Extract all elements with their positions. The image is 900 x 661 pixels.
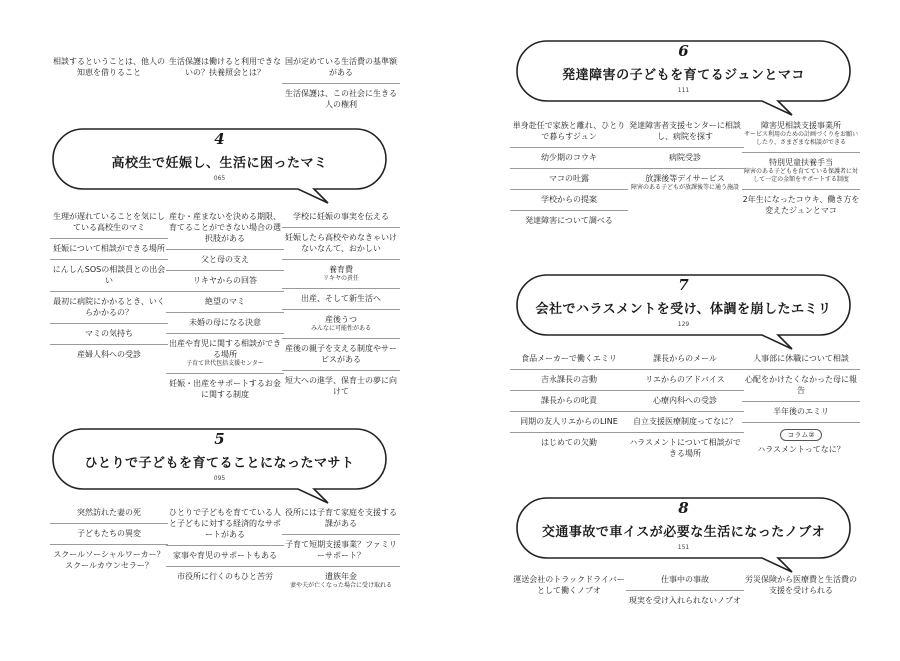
chapter-title: 交通事故で車イスが必要な生活になったノブオ: [541, 525, 826, 540]
toc-item[interactable]: ハラスメントについて相談ができる場所: [629, 438, 741, 458]
chapter-number: 7: [678, 276, 689, 294]
ch4-col-2: [166, 207, 284, 405]
ch4-col-3: [282, 207, 400, 402]
toc-item[interactable]: 相談するということは、他人の知恵を借りること: [53, 57, 165, 77]
toc-item-sub: みんなに可能性がある: [310, 325, 371, 332]
toc-item[interactable]: 産後の親子を支える制度やサービスがある: [282, 339, 400, 371]
toc-item[interactable]: 子どもたちの異変: [50, 524, 168, 545]
ch5-col-1: [50, 503, 168, 576]
toc-item[interactable]: 労災保険から医療費と生活費の支援を受けられる: [745, 575, 857, 595]
chapter-page: 151: [677, 544, 690, 551]
chapter-number: 6: [678, 42, 689, 60]
toc-item[interactable]: リキヤからの回答: [166, 271, 284, 292]
toc-item[interactable]: 現実を受け入れられないノブオ: [629, 596, 741, 605]
right-page: [450, 0, 900, 661]
toc-item[interactable]: [166, 334, 284, 374]
toc-item-sub: 障害のある子どもが放課後等に通う施設: [630, 184, 739, 191]
chapter-number: 5: [214, 430, 225, 448]
toc-item[interactable]: [282, 567, 400, 595]
toc-item[interactable]: 自立支援医療制度ってなに？: [626, 412, 744, 433]
toc-item[interactable]: 半年後のエミリ: [742, 402, 860, 423]
toc-item[interactable]: 学校に妊娠の事実を伝える: [282, 207, 400, 228]
toc-item[interactable]: 人事部に休職について相談: [742, 349, 860, 370]
column-title: ハラスメントってなに？: [757, 445, 845, 454]
toc-item[interactable]: 絶望のマミ: [166, 292, 284, 313]
chapter-page: 065: [213, 175, 226, 182]
toc-item[interactable]: 2年生になったコウキ、働き方を変えたジュンとマコ: [742, 195, 860, 215]
toc-item[interactable]: 最初に病院にかかるとき、いくらかかるの？: [50, 292, 168, 324]
toc-item[interactable]: 吉永課長の言動: [510, 370, 628, 391]
toc-item[interactable]: 課長からのメール: [626, 349, 744, 370]
toc-item[interactable]: マミの気持ち: [50, 324, 168, 345]
toc-item-label: 養育費: [329, 265, 353, 274]
chapter-6-heading[interactable]: [516, 40, 851, 102]
toc-item[interactable]: 妊娠について相談ができる場所: [50, 239, 168, 260]
toc-item[interactable]: 妊娠・出産をサポートするお金に関する制度: [169, 379, 281, 399]
chapter-title: 発達障害の子どもを育てるジュンとマコ: [562, 68, 805, 83]
toc-item-sub: 妻や夫が亡くなった場合に受け取れる: [289, 582, 392, 589]
chapter-5-heading[interactable]: [52, 428, 387, 490]
toc-item[interactable]: 発達障害について調べる: [525, 216, 613, 225]
toc-item-sub: 障害のある子どもを育てている保護者に対して一定の金額をサポートする制度: [743, 168, 858, 183]
ch7-col-2: [626, 349, 744, 464]
toc-item[interactable]: にんしんSOSの相談員との出会い: [50, 260, 168, 292]
top-col-3: [282, 52, 400, 115]
chapter-7-heading[interactable]: [516, 274, 851, 336]
ch4-col-1: [50, 207, 168, 365]
toc-item[interactable]: 発達障害者支援センターに相談し、病院を探す: [626, 116, 744, 148]
toc-item[interactable]: 仕事中の事故: [626, 570, 744, 591]
toc-item[interactable]: 市役所に行くのもひと苦労: [177, 572, 273, 581]
toc-item-label: 障害児相談支援事業所: [761, 121, 841, 130]
toc-item[interactable]: 妊娠したら高校やめなきゃいけないなんて、おかしい: [282, 228, 400, 260]
toc-item[interactable]: 父と母の支え: [166, 250, 284, 271]
toc-item[interactable]: 病院受診: [626, 148, 744, 169]
toc-item[interactable]: リエからのアドバイス: [626, 370, 744, 391]
column-item[interactable]: [742, 423, 860, 460]
toc-item[interactable]: 突然訪れた妻の死: [50, 503, 168, 524]
toc-item-label: 放課後等デイサービス: [645, 174, 725, 183]
toc-item-label: 産後うつ: [325, 315, 357, 324]
toc-item[interactable]: マコの吐露: [510, 169, 628, 190]
chapter-number: 4: [214, 130, 225, 148]
chapter-4-heading[interactable]: [52, 128, 387, 190]
toc-item[interactable]: 生理が遅れていることを気にしている高校生のマミ: [50, 207, 168, 239]
chapter-title: ひとりで子どもを育てることになったマサト: [84, 456, 355, 471]
toc-item-sub: リキヤの責任: [322, 275, 359, 282]
toc-item[interactable]: 子育て短期支援事業？ファミリーサポート？: [282, 535, 400, 567]
toc-item[interactable]: 幼少期のコウキ: [510, 148, 628, 169]
toc-item-label: 特別児童扶養手当: [769, 158, 833, 167]
ch6-col-3: [742, 116, 860, 221]
toc-item[interactable]: [626, 169, 744, 197]
toc-item[interactable]: 心配をかけたくなかった母に報告: [742, 370, 860, 402]
chapter-page: 095: [213, 475, 226, 482]
toc-item-label: 遺族年金: [325, 572, 357, 581]
toc-item[interactable]: 心療内科への受診: [626, 391, 744, 412]
toc-item-sub: 子育て世代包括支援センター: [186, 360, 264, 367]
ch7-col-3: [742, 349, 860, 460]
toc-item[interactable]: スクールソーシャルワーカー？スクールカウンセラー？: [53, 550, 165, 570]
toc-item[interactable]: はじめての欠勤: [541, 438, 597, 447]
toc-item[interactable]: 産む・産まないを決める期限、育てることができない場合の選択肢がある: [166, 207, 284, 250]
chapter-page: 129: [677, 321, 690, 328]
toc-item[interactable]: [742, 153, 860, 190]
toc-item[interactable]: 短大への進学、保育士の夢に向けて: [285, 376, 397, 396]
toc-item[interactable]: [742, 116, 860, 153]
toc-item[interactable]: 食品メーカーで働くエミリ: [510, 349, 628, 370]
toc-item[interactable]: 運送会社のトラックドライバーとして働くノブオ: [513, 575, 625, 595]
toc-item[interactable]: 生活保護は働けると利用できないの？扶養照会とは？: [169, 57, 281, 77]
ch6-col-2: [626, 116, 744, 197]
ch8-col-3: [742, 570, 860, 601]
toc-item[interactable]: 出産、そして新生活へ: [282, 289, 400, 310]
toc-item[interactable]: 単身赴任で家族と離れ、ひとりで暮らすジュン: [510, 116, 628, 148]
toc-item[interactable]: 生活保護は、この社会に生きる人の権利: [285, 89, 397, 109]
toc-item[interactable]: 学校からの提案: [510, 190, 628, 211]
ch7-col-1: [510, 349, 628, 453]
top-col-2: [166, 52, 284, 83]
toc-item-label: 出産や育児に関する相談ができる場所: [169, 339, 281, 359]
ch6-col-1: [510, 116, 628, 231]
toc-item[interactable]: ひとりで子どもを育てている人と子どもに対する経済的なサポートがある: [166, 503, 284, 546]
chapter-title: 会社でハラスメントを受け、体調を崩したエミリ: [535, 302, 832, 317]
chapter-page: 111: [677, 87, 690, 94]
top-col-1: [50, 52, 168, 83]
toc-item[interactable]: 未婚の母になる決意: [166, 313, 284, 334]
toc-item[interactable]: 課長からの叱責: [510, 391, 628, 412]
toc-item[interactable]: 家事や育児のサポートもある: [166, 546, 284, 567]
chapter-title: 高校生で妊娠し、生活に困ったマミ: [111, 156, 328, 171]
chapter-8-heading[interactable]: [516, 497, 851, 559]
toc-item[interactable]: [282, 310, 400, 339]
toc-item[interactable]: 役所には子育て家庭を支援する課がある: [282, 503, 400, 535]
toc-item[interactable]: 同期の友人リエからのLINE: [510, 412, 628, 433]
toc-item[interactable]: 国が定めている生活費の基準額がある: [282, 52, 400, 84]
toc-item-sub: サービス利用のための計画づくりをお願いしたり、さまざまな相談ができる: [743, 131, 858, 146]
toc-item[interactable]: [282, 260, 400, 289]
ch5-col-2: [166, 503, 284, 587]
ch8-col-2: [626, 570, 744, 611]
ch5-col-3: [282, 503, 400, 595]
chapter-number: 8: [678, 499, 689, 517]
toc-item[interactable]: 産婦人科への受診: [77, 350, 141, 359]
ch8-col-1: [510, 570, 628, 601]
column-badge: コラム②: [780, 429, 821, 441]
